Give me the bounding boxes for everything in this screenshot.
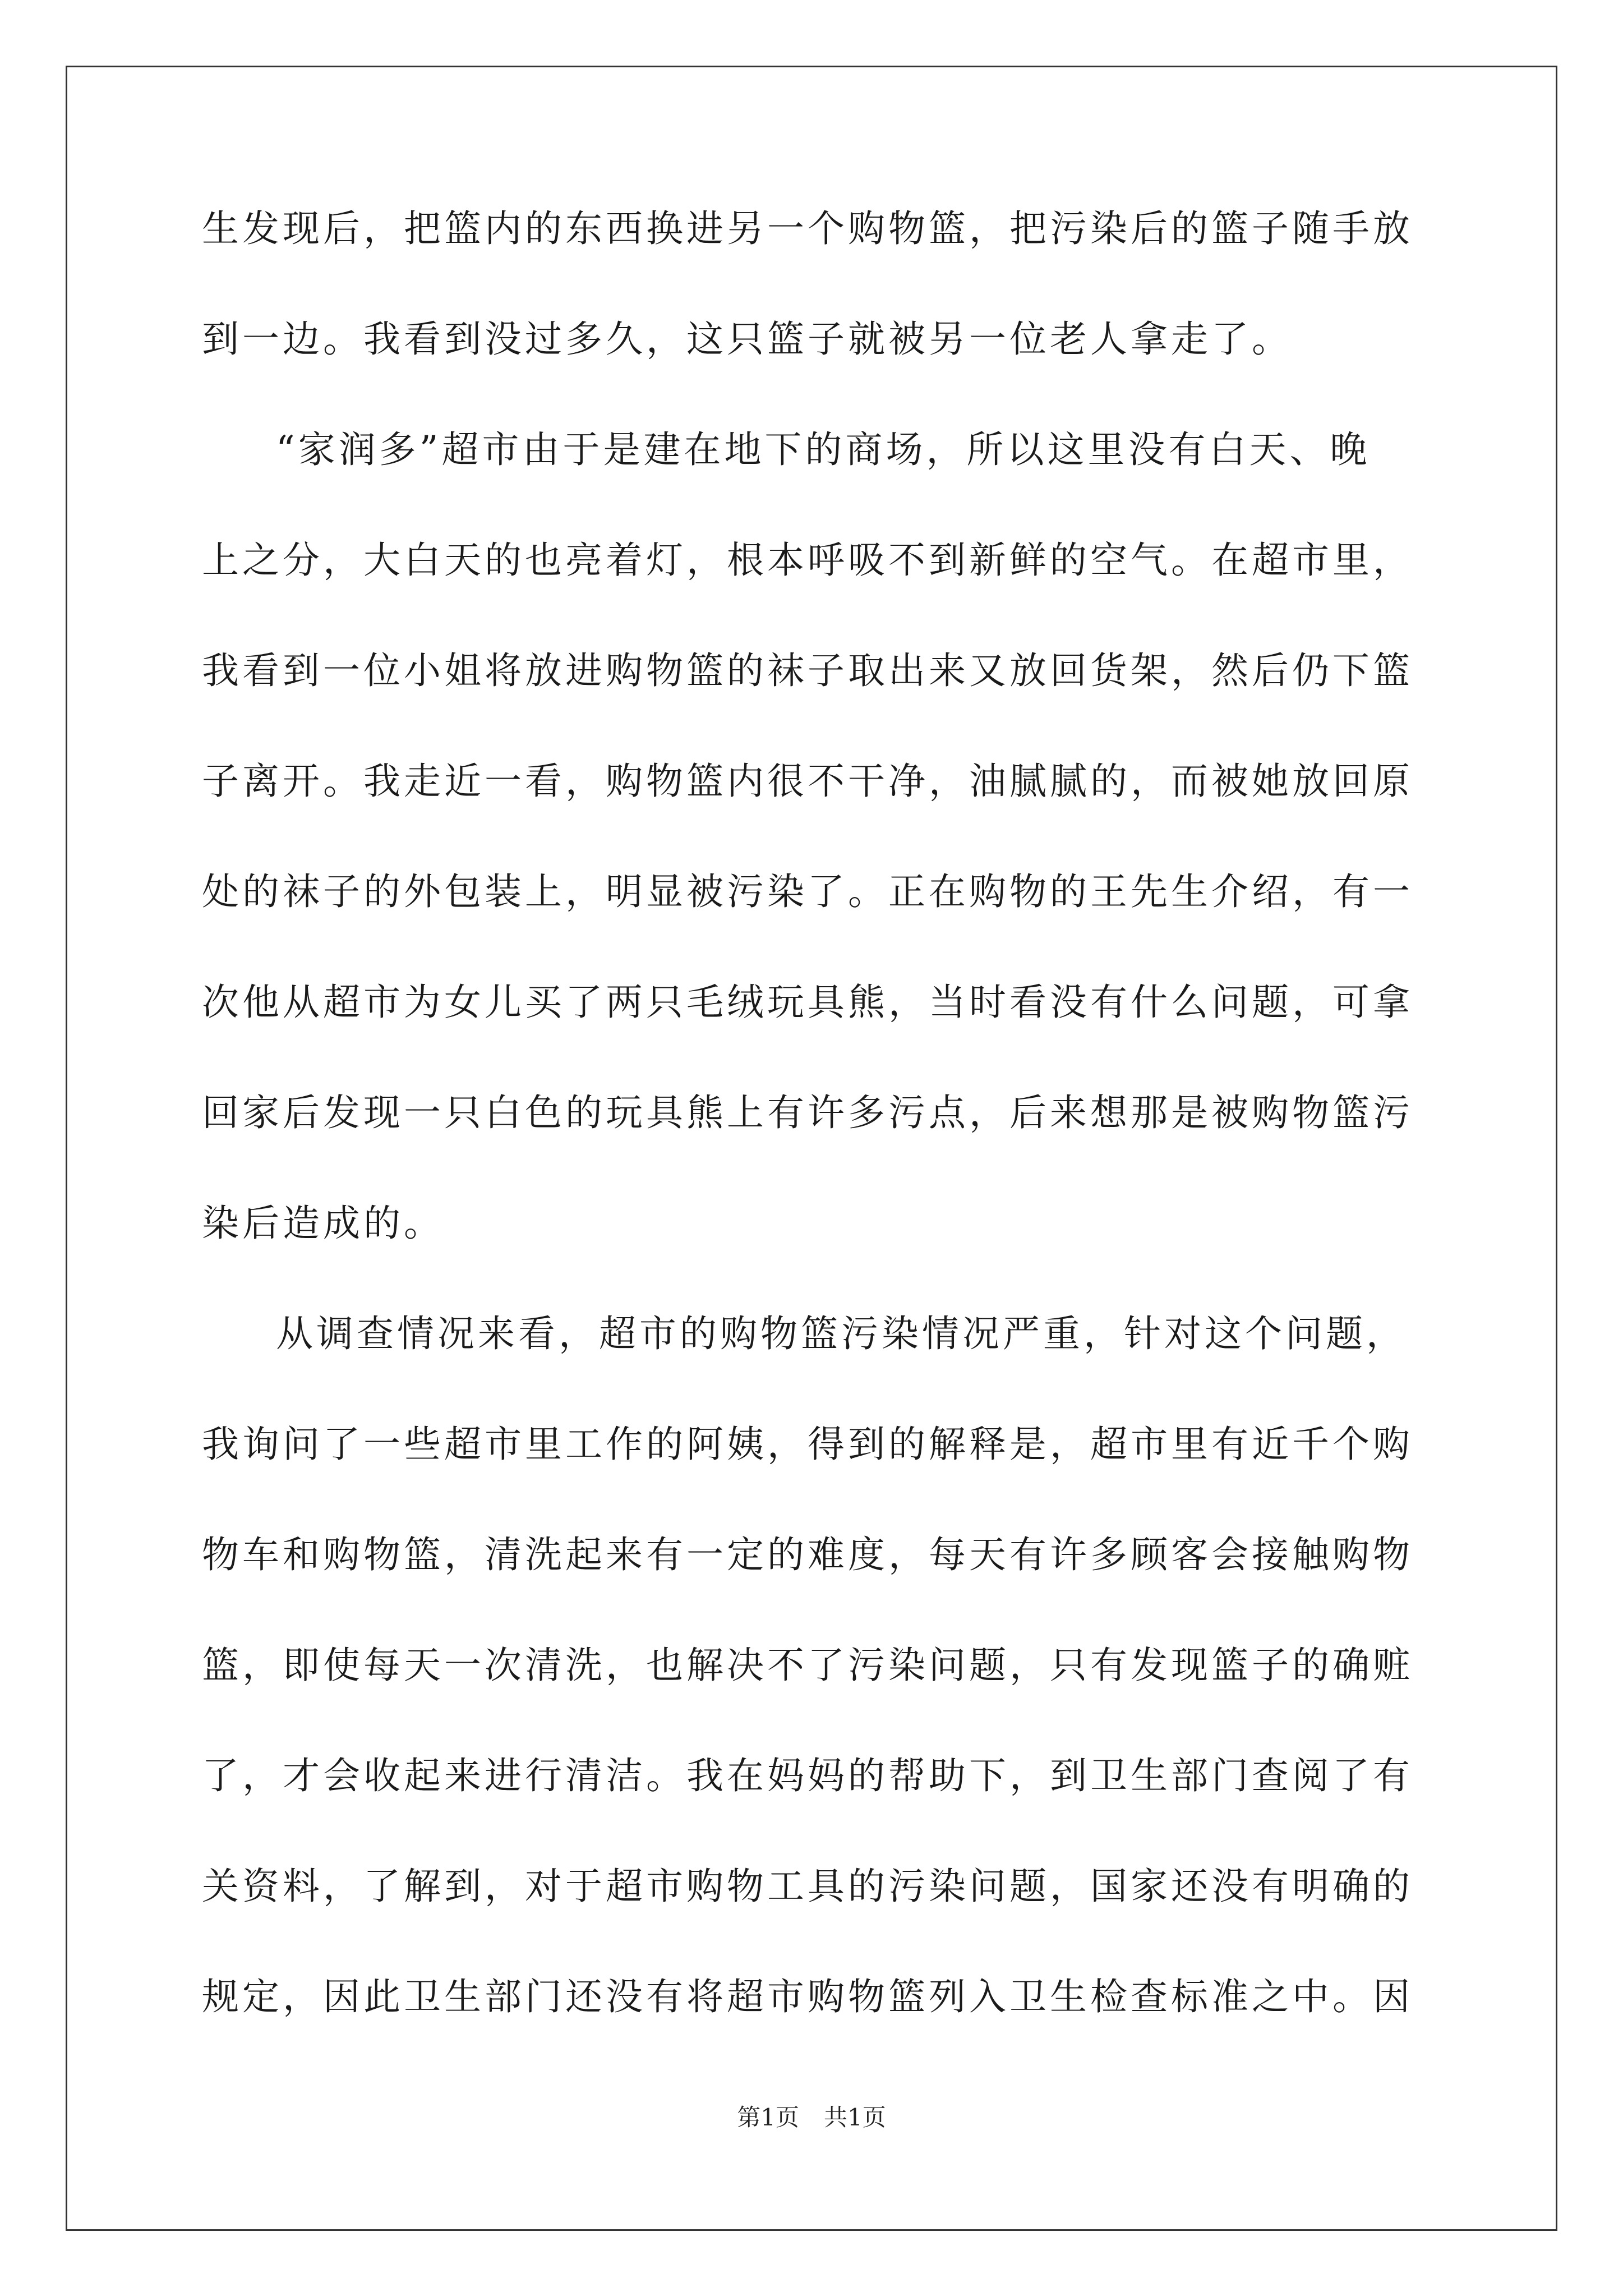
text-line: 从调查情况来看，超市的购物篮污染情况严重，针对这个问题， xyxy=(276,1312,1407,1355)
document-body xyxy=(202,207,1430,2089)
paragraph-1 xyxy=(202,207,1430,361)
page-footer xyxy=(0,2104,1623,2132)
text-line: 物车和购物篮，清洗起来有一定的难度，每天有许多顾客会接触购物 xyxy=(202,1533,1413,1576)
text-line: 篮，即使每天一次清洗，也解决不了污染问题，只有发现篮子的确赃 xyxy=(202,1644,1413,1687)
text-line: 染后造成的。 xyxy=(202,1202,444,1245)
page-total: 共1页 xyxy=(824,2104,886,2131)
text-line: 生发现后，把篮内的东西换进另一个购物篮，把污染后的篮子随手放 xyxy=(202,207,1413,250)
text-line: 我看到一位小姐将放进购物篮的袜子取出来又放回货架，然后仍下篮 xyxy=(202,649,1413,692)
text-line: 上之分，大白天的也亮着灯，根本呼吸不到新鲜的空气。在超市里， xyxy=(202,539,1413,582)
text-line: 了，才会收起来进行清洁。我在妈妈的帮助下，到卫生部门查阅了有 xyxy=(202,1754,1413,1797)
page-number: 第1页 xyxy=(737,2104,799,2131)
text-line: “家润多”超市由于是建在地下的商场，所以这里没有白天、晚 xyxy=(276,428,1371,471)
text-line: 关资料，了解到，对于超市购物工具的污染问题，国家还没有明确的 xyxy=(202,1865,1413,1908)
text-line: 规定，因此卫生部门还没有将超市购物篮列入卫生检查标准之中。因 xyxy=(202,1975,1413,2018)
paragraph-2 xyxy=(202,428,1430,1245)
text-line: 回家后发现一只白色的玩具熊上有许多污点，后来想那是被购物篮污 xyxy=(202,1091,1413,1134)
text-line: 我询问了一些超市里工作的阿姨，得到的解释是，超市里有近千个购 xyxy=(202,1423,1413,1466)
paragraph-3 xyxy=(202,1312,1430,2018)
text-line: 次他从超市为女儿买了两只毛绒玩具熊，当时看没有什么问题，可拿 xyxy=(202,981,1413,1024)
text-line: 子离开。我走近一看，购物篮内很不干净，油腻腻的，而被她放回原 xyxy=(202,760,1413,803)
text-line: 到一边。我看到没过多久，这只篮子就被另一位老人拿走了。 xyxy=(202,318,1292,361)
text-line: 处的袜子的外包装上，明显被污染了。正在购物的王先生介绍，有一 xyxy=(202,870,1413,913)
